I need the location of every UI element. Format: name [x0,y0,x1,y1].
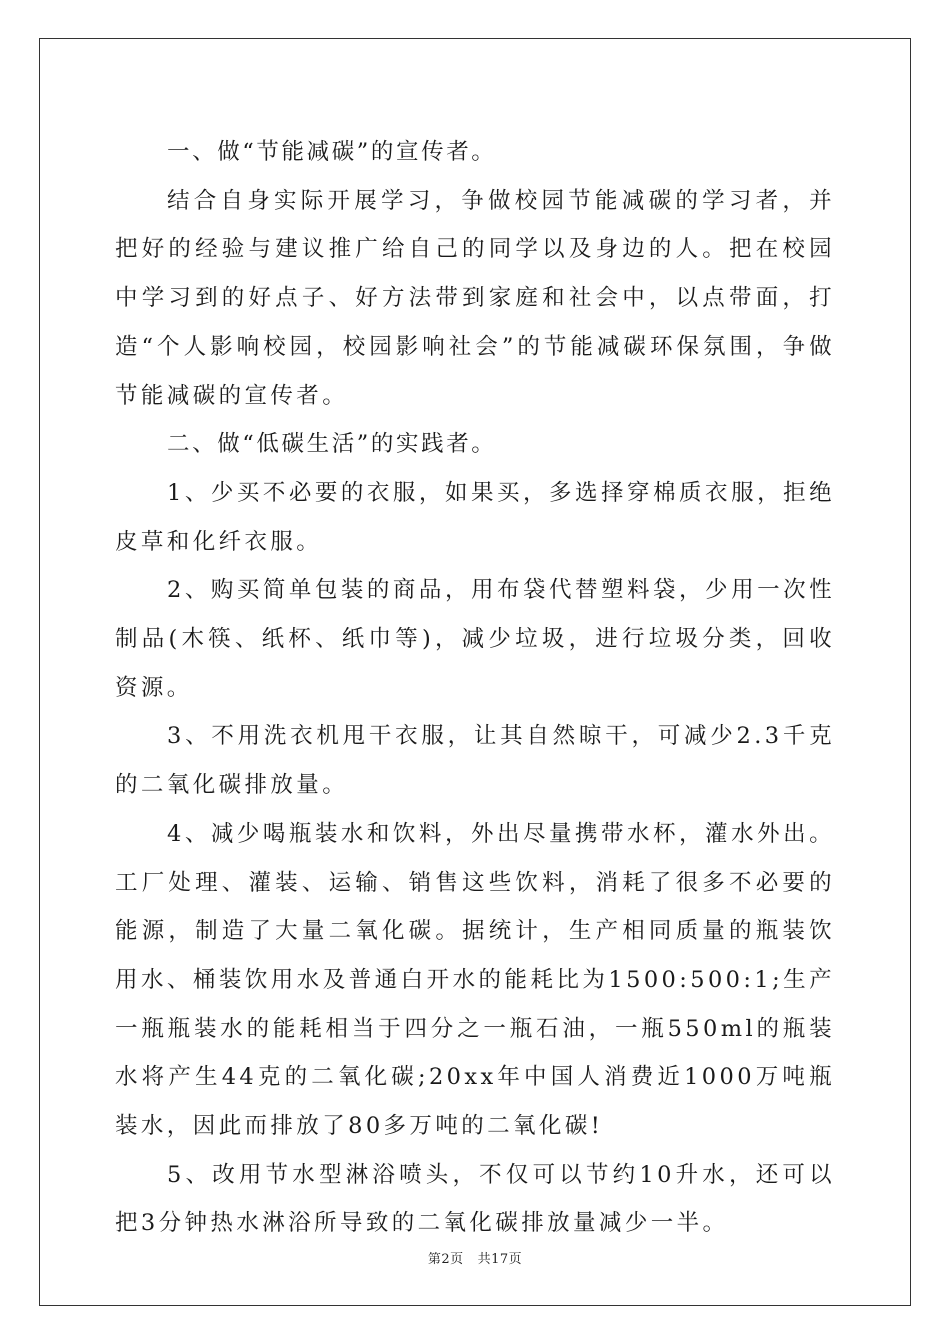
page-total: 共17页 [477,1252,523,1267]
paragraph-1: 结合自身实际开展学习，争做校园节能减碳的学习者，并把好的经验与建议推广给自己的同学以及身边的人。把在校园中学习到的好点子、好方法带到家庭和社会中，以点带面，打造“个人影响校园，校园影响社会”的节能减碳环保氛围，争做节能减碳的宣传者。 [115,187,835,409]
list-item-5: 5、改用节水型淋浴喷头，不仅可以节约10升水，还可以把3分钟热水淋浴所导致的二氧化碳排放量减少一半。 [115,1161,835,1237]
section-heading-2: 二、做“低碳生活”的实践者。 [167,431,497,458]
page-footer [0,1248,950,1267]
document-body [115,128,835,1248]
list-item-3: 3、不用洗衣机甩干衣服，让其自然晾干，可减少2.3千克的二氧化碳排放量。 [115,723,835,799]
list-item-1: 1、少买不必要的衣服，如果买，多选择穿棉质衣服，拒绝皮草和化纤衣服。 [115,479,835,555]
list-item-4: 4、减少喝瓶装水和饮料，外出尽量携带水杯，灌水外出。工厂处理、灌装、运输、销售这些饮料，消耗了很多不必要的能源，制造了大量二氧化碳。据统计，生产相同质量的瓶装饮用水、桶装饮用水及普通白开水的能耗比为1500:500:1;生产一瓶瓶装水的能耗相当于四分之一瓶石油，一瓶550ml的瓶装水将产生44克的二氧化碳;20xx年中国人消费近1000万吨瓶装水，因此而排放了80多万吨的二氧化碳! [115,820,835,1140]
section-heading-1: 一、做“节能减碳”的宣传者。 [167,139,497,165]
list-item-2: 2、购买简单包装的商品，用布袋代替塑料袋，少用一次性制品(木筷、纸杯、纸巾等)，减少垃圾，进行垃圾分类，回收资源。 [115,577,835,701]
page-number: 第2页 [427,1252,464,1267]
